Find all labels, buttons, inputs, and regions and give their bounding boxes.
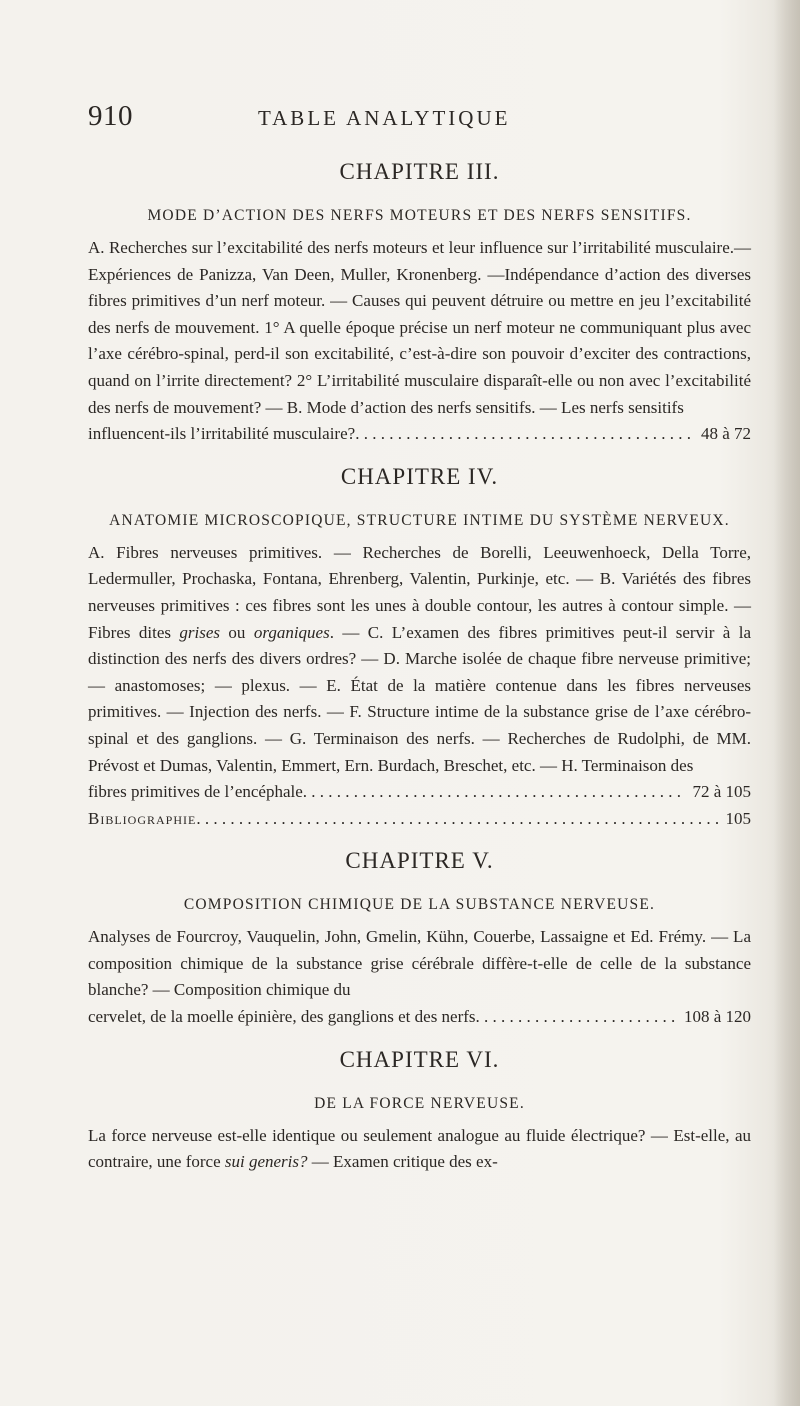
chapter-5 [88, 846, 751, 1030]
chapter-title: CHAPITRE VI. [339, 1046, 500, 1072]
body-text: ou [220, 622, 254, 642]
italic-term: grises [179, 622, 221, 642]
dot-leader [196, 806, 719, 833]
dot-leader [303, 779, 687, 806]
italic-term: sui generis? [224, 1152, 308, 1172]
chapter-subtitle: DE LA FORCE NERVEUSE. [314, 1094, 525, 1112]
chapter-body [88, 1123, 751, 1176]
page-number-ref: 105 [725, 808, 751, 828]
body-text: A. Fibres nerveuses primitives. — Recherches de Borelli, Leeuwenhoeck, Della Torre, Ledermuller, Prochaska, Fontana, Ehrenberg, Valentin, Purkinje, etc. — B. Variétés des fibres nerveuses primitives : ces fibres sont les unes à double contour, les autres à contour simple. — Fibres dites [88, 542, 751, 642]
toc-entry-line [88, 1004, 751, 1031]
dot-leader [476, 1004, 678, 1031]
chapter-subtitle: MODE D’ACTION DES NERFS MOTEURS ET DES NERFS SENSITIFS. [147, 207, 692, 224]
page-edge-shadow [774, 0, 800, 1406]
page-range: 72 à 105 [692, 782, 751, 802]
toc-entry-line [88, 421, 751, 448]
page-number: 910 [88, 100, 133, 132]
bibliography-line [88, 806, 751, 833]
chapter-body [88, 540, 751, 779]
toc-entry-text: fibres primitives de l’encéphale [88, 782, 303, 802]
running-head: TABLE ANALYTIQUE [258, 106, 511, 130]
toc-entry-text: cervelet, de la moelle épinière, des ganglions et des nerfs [88, 1007, 476, 1027]
chapter-3 [88, 157, 751, 448]
toc-entry-text: influencent-ils l’irritabilité musculaire? [88, 424, 356, 444]
page-header [88, 100, 748, 140]
page-range: 48 à 72 [700, 424, 751, 444]
body-text: La force nerveuse est-elle identique ou seulement analogue au fluide électrique? — Est-elle, au contraire, une force [88, 1125, 751, 1172]
italic-term: organiques [253, 622, 330, 642]
chapter-4 [88, 462, 751, 833]
chapter-6 [88, 1045, 751, 1176]
body-text: . — C. L’examen des fibres primitives peut-il servir à la distinction des nerfs des divers ordres? — D. Marche isolée de chaque fibre nerveuse primitive; — anastomoses; — plexus. — E. État de la matière contenue dans les fibres nerveuses primitives. — Injection des nerfs. — F. Structure intime de la substance grise de l’axe cérébro-spinal et des ganglions. — G. Terminaison des nerfs. — Recherches de Rudolphi, de MM. Prévost et Dumas, Valentin, Emmert, Ern. Burdach, Breschet, etc. — H. Terminaison des [88, 622, 752, 775]
chapter-subtitle: COMPOSITION CHIMIQUE DE LA SUBSTANCE NERVEUSE. [183, 896, 656, 914]
chapter-title: CHAPITRE III. [339, 159, 500, 184]
dot-leader [355, 421, 695, 448]
chapter-subtitle: ANATOMIE MICROSCOPIQUE, STRUCTURE INTIME DU SYSTÈME NERVEUX. [109, 511, 730, 529]
chapter-title: CHAPITRE V. [345, 848, 494, 874]
chapter-body: A. Recherches sur l’excitabilité des nerfs moteurs et leur influence sur l’irritabilité musculaire.—Expériences de Panizza, Van Deen, Muller, Kronenberg. —Indépendance d’action des diverses fibres primitives d’un nerf moteur. — Causes qui peuvent détruire ou mettre en jeu l’excitabilité des nerfs de mouvement. 1° A quelle époque précise un nerf moteur ne communiquant plus avec l’axe cérébro-spinal, perd-il son excitabilité, c’est-à-dire son pouvoir d’exciter des contractions, quand on l’irrite directement? 2° L’irritabilité musculaire disparaît-elle ou non avec l’excitabilité des nerfs de mouvement? — B. Mode d’action des nerfs sensitifs. — Les nerfs sensitifs [88, 238, 751, 417]
body-text: — Examen critique des ex- [307, 1152, 498, 1172]
page-content [88, 157, 751, 1190]
page-range: 108 à 120 [683, 1007, 751, 1027]
toc-entry-line [88, 779, 751, 806]
chapter-body: Analyses de Fourcroy, Vauquelin, John, Gmelin, Kühn, Couerbe, Lassaigne et Ed. Frémy. — La composition chimique de la substance grise cérébrale diffère-t-elle de celle de la substance blanche? — Composition chimique du [88, 927, 751, 1000]
chapter-title: CHAPITRE IV. [340, 463, 499, 489]
bibliography-label: Bibliographie [88, 808, 197, 828]
